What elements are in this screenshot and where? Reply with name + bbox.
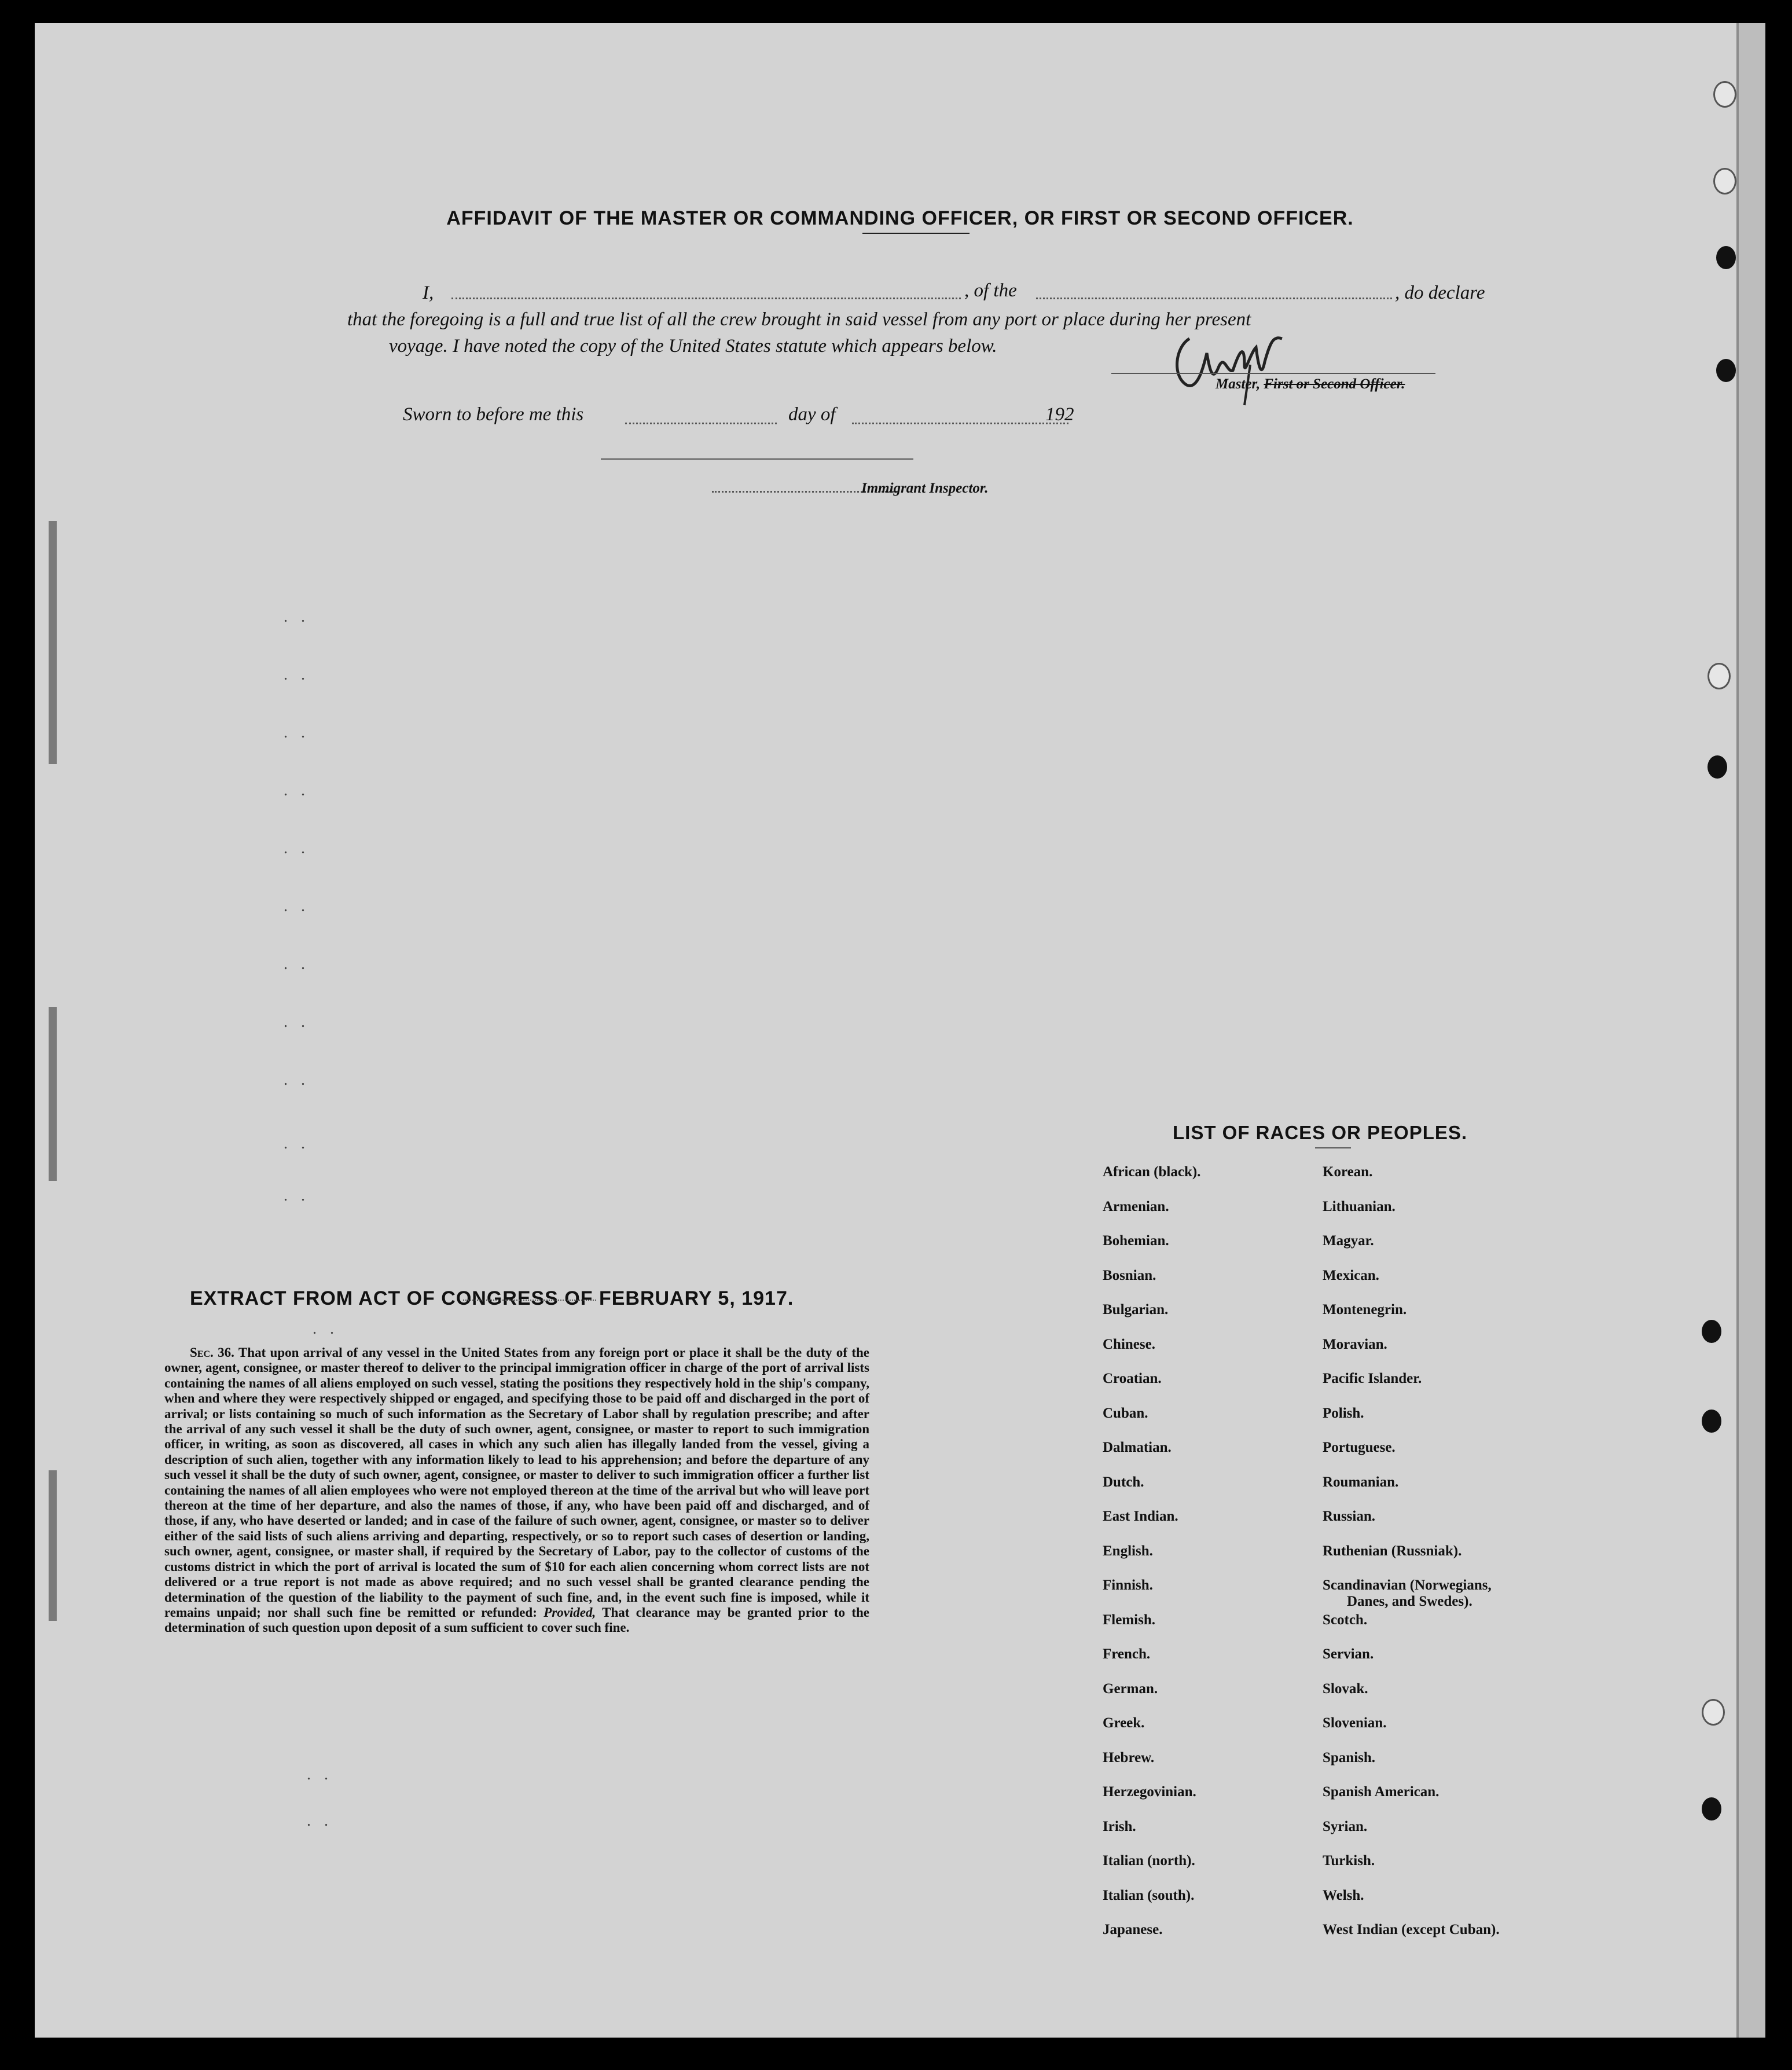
margin-dots: . . (284, 897, 310, 915)
race-item: Servian. (1323, 1646, 1374, 1662)
race-item: Russian. (1323, 1509, 1376, 1524)
race-item: Herzegovinian. (1103, 1784, 1196, 1800)
punch-hole (1713, 168, 1736, 194)
race-item: Italian (north). (1103, 1853, 1195, 1869)
race-item: West Indian (except Cuban). (1323, 1922, 1500, 1937)
race-item: African (black). (1103, 1164, 1201, 1180)
race-item: Mexican. (1323, 1267, 1379, 1283)
margin-dots: . . (284, 608, 310, 626)
races-title: LIST OF RACES OR PEOPLES. (1173, 1122, 1468, 1143)
race-item-continuation: Danes, and Swedes). (1347, 1594, 1472, 1609)
race-item: Turkish. (1323, 1853, 1375, 1869)
section-body-part2: That clearance may be granted prior to the determination of such question upon deposit of a sum sufficient to cover such fine. (164, 1605, 870, 1635)
binding-strip (49, 521, 57, 764)
punch-hole (1702, 1410, 1721, 1433)
sworn-month-field-line (852, 423, 1068, 424)
affidavit-line1-suffix: , do declare (1395, 282, 1485, 303)
race-item: Croatian. (1103, 1371, 1162, 1386)
race-item: Lithuanian. (1323, 1198, 1396, 1214)
margin-dots: . . (284, 955, 310, 973)
signature-line (1111, 373, 1435, 374)
struck-officer-label: First or Second Officer. (1264, 376, 1405, 392)
title-underline (862, 233, 970, 234)
race-item: Japanese. (1103, 1922, 1163, 1937)
race-item: Hebrew. (1103, 1749, 1155, 1766)
race-item: Bulgarian. (1103, 1302, 1169, 1317)
race-item: Magyar. (1323, 1233, 1374, 1249)
extract-title: EXTRACT FROM ACT OF CONGRESS OF FEBRUARY 5, 1917. (190, 1287, 794, 1309)
races-title-underline (1315, 1147, 1351, 1148)
punch-hole (1713, 81, 1736, 108)
race-item: Scotch. (1323, 1612, 1368, 1628)
race-item: Korean. (1323, 1164, 1373, 1180)
margin-dots: . . (284, 1187, 310, 1205)
punch-hole (1702, 1320, 1721, 1343)
race-item: Pacific Islander. (1323, 1371, 1422, 1386)
race-item: Finnish. (1103, 1577, 1153, 1593)
page-edge (1736, 23, 1765, 2038)
race-item: Bohemian. (1103, 1233, 1169, 1249)
race-item: Slovak. (1323, 1680, 1368, 1697)
race-item: French. (1103, 1646, 1151, 1662)
punch-hole (1702, 1699, 1725, 1726)
race-item: Roumanian. (1323, 1474, 1399, 1490)
section-body-part1: That upon arrival of any vessel in the United States from any foreign port or place it shall be the duty of the owner, agent, consignee, or master thereof to deliver to the principal immigration officer in charge of the port of arrival lists containing the names of all aliens employed on such vessel, stating the positions they respectively hold in the ship's company, when and where they were respectively shipped or engaged, and specifying those to be paid off and discharged in the port of arrival; or lists containing so much of such information as the Secretary of Labor shall by regulation prescribe; and after the arrival of any such vessel it shall be the duty of such owner, agent, consignee, or master to report to such immigration officer, in writing, as soon as discovered, all cases in which any such alien has illegally landed from the vessel, giving a description of such alien, together with any information likely to lead to his apprehension; and before the departure of any such vessel it shall be the duty of such owner, agent, consignee, or master to deliver to such immigration officer a further list containing the names of all alien employees who were not employed thereon at the time of the arrival but who will leave port thereon at the time of her departure, and also the names of those, if any, who have been paid off and discharged, and of those, if any, who have deserted or landed; and in case of the failure of such owner, agent, consignee, or master so to deliver either of the said lists of such aliens arriving and departing, respectively, or so to report such cases of desertion or landing, such owner, agent, consignee, or master shall, if required by the Secretary of Labor, pay to the collector of customs of the customs district in which the port of arrival is located the sum of $10 for each alien concerning whom correct lists are not delivered or a true report is not made as above required; and no such vessel shall be granted clearance pending the determination of the question of the liability to the payment of such fine, and, in the event such fine is imposed, while it remains unpaid; nor shall such fine be remitted or refunded: (164, 1345, 869, 1620)
punch-hole (1716, 359, 1736, 382)
inspector-signature-line (601, 458, 913, 460)
affidavit-line1-middle: , of the (964, 280, 1017, 301)
document-page (35, 23, 1765, 2038)
race-item: Dutch. (1103, 1474, 1144, 1490)
margin-dots: . . (284, 781, 310, 799)
race-item: Slovenian. (1323, 1715, 1387, 1731)
margin-dots: . . (284, 1071, 310, 1089)
margin-dots: . . (284, 666, 310, 684)
affidavit-line1-prefix: I, (423, 282, 434, 303)
race-item: East Indian. (1103, 1509, 1178, 1524)
margin-dots: . . (313, 1320, 339, 1338)
binding-strip (49, 1470, 57, 1621)
margin-dots: . . (284, 1135, 310, 1153)
punch-hole (1707, 755, 1727, 779)
race-item: German. (1103, 1680, 1158, 1697)
affidavit-line2: that the foregoing is a full and true list of all the crew brought in said vessel from any port or place during her present (347, 309, 1251, 330)
section-label: Sec. 36. (190, 1345, 234, 1360)
margin-dots: . . (284, 1013, 310, 1031)
race-item: Greek. (1103, 1715, 1145, 1731)
provided-label: Provided, (544, 1605, 596, 1620)
master-label: Master, (1216, 376, 1261, 392)
vessel-field-line (1036, 298, 1392, 299)
race-item: Polish. (1323, 1405, 1364, 1421)
extract-title-underline (463, 1300, 596, 1301)
race-item: Moravian. (1323, 1336, 1387, 1352)
margin-dots: . . (284, 839, 310, 857)
punch-hole (1702, 1797, 1721, 1821)
signature-label (1216, 376, 1405, 392)
sworn-year: 192 (1045, 404, 1074, 425)
race-item: Syrian. (1323, 1818, 1368, 1834)
name-field-line (451, 298, 961, 299)
affidavit-title: AFFIDAVIT OF THE MASTER OR COMMANDING OFFICER, OR FIRST OR SECOND OFFICER. (446, 207, 1354, 229)
race-item: Scandinavian (Norwegians, (1323, 1577, 1492, 1593)
race-item: Irish. (1103, 1818, 1136, 1834)
section-36-text (164, 1345, 869, 1636)
race-item: Ruthenian (Russniak). (1323, 1543, 1462, 1559)
signature-mark (1163, 313, 1308, 411)
race-item: Spanish American. (1323, 1784, 1440, 1800)
margin-dots: . . (284, 724, 310, 742)
margin-dots: . . (307, 1812, 333, 1830)
race-item: Armenian. (1103, 1198, 1169, 1214)
sworn-day-field-line (625, 423, 777, 424)
race-item: Dalmatian. (1103, 1440, 1172, 1455)
punch-hole (1716, 246, 1736, 269)
race-item: Italian (south). (1103, 1887, 1195, 1903)
race-item: Bosnian. (1103, 1267, 1156, 1283)
inspector-label: Immigrant Inspector. (861, 480, 989, 496)
binding-strip (49, 1007, 57, 1181)
race-item: Welsh. (1323, 1887, 1364, 1903)
race-item: Spanish. (1323, 1749, 1376, 1766)
sworn-day-label: day of (788, 404, 836, 425)
race-item: Cuban. (1103, 1405, 1148, 1421)
affidavit-line3: voyage. I have noted the copy of the United States statute which appears below. (389, 336, 997, 357)
sworn-prefix: Sworn to before me this (403, 404, 584, 425)
race-item: English. (1103, 1543, 1153, 1559)
race-item: Montenegrin. (1323, 1302, 1407, 1317)
race-item: Flemish. (1103, 1612, 1155, 1628)
race-item: Portuguese. (1323, 1440, 1396, 1455)
margin-dots: . . (307, 1766, 333, 1783)
race-item: Chinese. (1103, 1336, 1155, 1352)
punch-hole (1707, 663, 1731, 689)
